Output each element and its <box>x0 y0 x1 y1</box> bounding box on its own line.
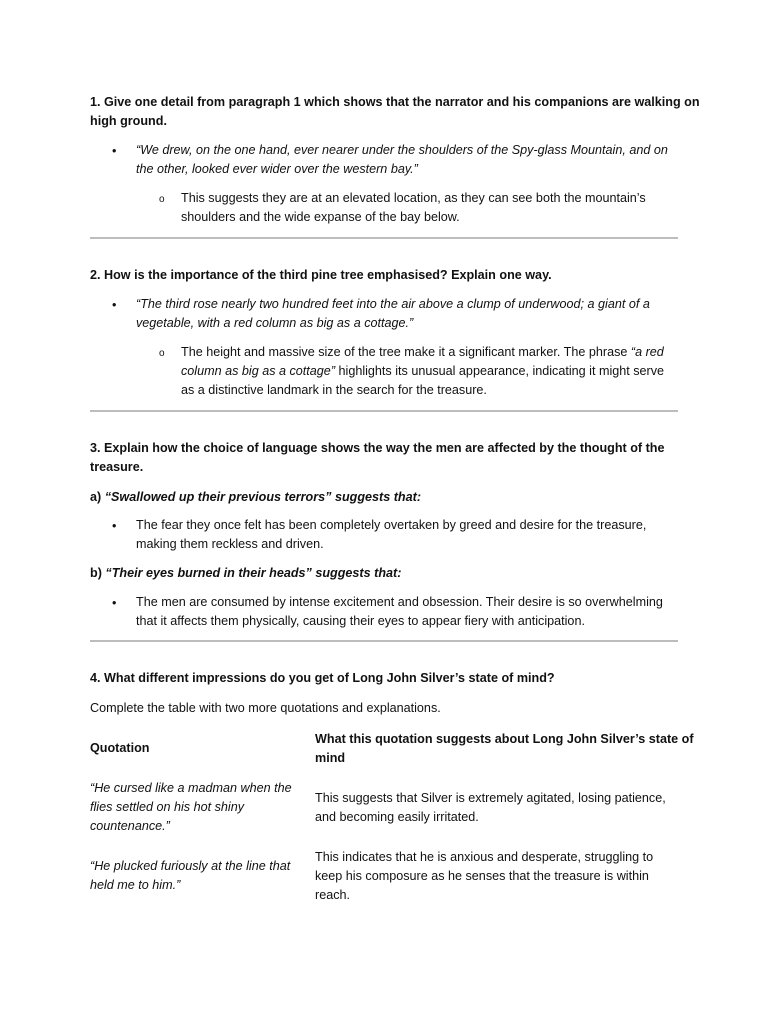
explanation-line: This indicates that he is anxious and desperate, struggling to <box>315 850 654 864</box>
question-1-quote <box>136 141 668 179</box>
quote-line: countenance.” <box>90 819 170 833</box>
table-row-2-explanation <box>315 848 653 905</box>
part-b-suffix: suggests that: <box>311 566 402 580</box>
explanation-line: shoulders and the wide expanse of the bay below. <box>181 210 460 224</box>
table-header-quotation: Quotation <box>90 741 150 755</box>
explanation-quote: “a red <box>630 345 664 359</box>
part-a-suffix: suggests that: <box>331 490 422 504</box>
part-a-heading <box>90 488 421 507</box>
explanation-text: as a distinctive landmark in the search for the treasure. <box>181 383 487 397</box>
question-1-explanation <box>181 189 646 227</box>
quote-line: flies settled on his hot shiny <box>90 800 245 814</box>
part-b-heading <box>90 564 401 583</box>
question-3 <box>90 439 665 477</box>
quote-line: the other, looked ever wider over the western bay.” <box>136 162 418 176</box>
bullet-icon: • <box>112 596 117 610</box>
explanation-text: highlights its unusual appearance, indicating it might serve <box>335 364 665 378</box>
question-3-line-2: treasure. <box>90 460 144 474</box>
quote-line: “He plucked furiously at the line that <box>90 859 291 873</box>
question-1-line-2: high ground. <box>90 114 167 128</box>
table-row-1-explanation <box>315 789 666 827</box>
explanation-line: This suggests they are at an elevated location, as they can see both the mountain’s <box>181 191 646 205</box>
explanation-quote: column as big as a cottage” <box>181 364 336 378</box>
question-2: 2. How is the importance of the third pine tree emphasised? Explain one way. <box>90 268 552 282</box>
question-3-line-1: 3. Explain how the choice of language shows the way the men are affected by the thought of the <box>90 441 665 455</box>
explanation-text: The height and massive size of the tree make it a significant marker. The phrase <box>181 345 631 359</box>
part-b-answer <box>136 593 663 631</box>
part-b-label: b) <box>90 566 106 580</box>
bullet-icon: • <box>112 298 117 312</box>
answer-line: making them reckless and driven. <box>136 537 324 551</box>
question-1-line-1: 1. Give one detail from paragraph 1 which shows that the narrator and his companions are walking on <box>90 95 700 109</box>
explanation-line: keep his composure as he senses that the treasure is within <box>315 869 649 883</box>
section-divider <box>90 410 678 412</box>
answer-line: The men are consumed by intense excitement and obsession. Their desire is so overwhelming <box>136 595 663 609</box>
table-row-2-quote <box>90 857 290 895</box>
sub-bullet-icon: o <box>159 194 165 205</box>
part-b-quote: “Their eyes burned in their heads” <box>105 566 312 580</box>
question-4: 4. What different impressions do you get of Long John Silver’s state of mind? <box>90 671 555 685</box>
answer-line: that it affects them physically, causing their eyes to appear fiery with anticipation. <box>136 614 585 628</box>
sub-bullet-icon: o <box>159 348 165 359</box>
quote-line: “We drew, on the one hand, ever nearer under the shoulders of the Spy-glass Mountain, and on <box>136 143 668 157</box>
part-a-label: a) <box>90 490 105 504</box>
answer-line: The fear they once felt has been completely overtaken by greed and desire for the treasure, <box>136 518 647 532</box>
bullet-icon: • <box>112 144 117 158</box>
header-line: mind <box>315 751 346 765</box>
quote-line: held me to him.” <box>90 878 181 892</box>
table-row-1-quote <box>90 779 292 836</box>
explanation-line: reach. <box>315 888 351 902</box>
explanation-line: This suggests that Silver is extremely agitated, losing patience, <box>315 791 666 805</box>
section-divider <box>90 640 678 642</box>
part-a-answer <box>136 516 646 554</box>
section-divider <box>90 237 678 239</box>
header-line: What this quotation suggests about Long John Silver’s state of <box>315 732 694 746</box>
bullet-icon: • <box>112 519 117 533</box>
explanation-line: and becoming easily irritated. <box>315 810 479 824</box>
quote-line: “He cursed like a madman when the <box>90 781 292 795</box>
question-1 <box>90 93 700 131</box>
quote-line: “The third rose nearly two hundred feet into the air above a clump of underwood; a giant of a <box>136 297 650 311</box>
table-instruction: Complete the table with two more quotations and explanations. <box>90 701 441 715</box>
table-header-explanation <box>315 730 694 768</box>
question-2-explanation <box>181 343 664 400</box>
question-2-quote <box>136 295 650 333</box>
quote-line: vegetable, with a red column as big as a cottage.” <box>136 316 414 330</box>
part-a-quote: “Swallowed up their previous terrors” <box>104 490 332 504</box>
